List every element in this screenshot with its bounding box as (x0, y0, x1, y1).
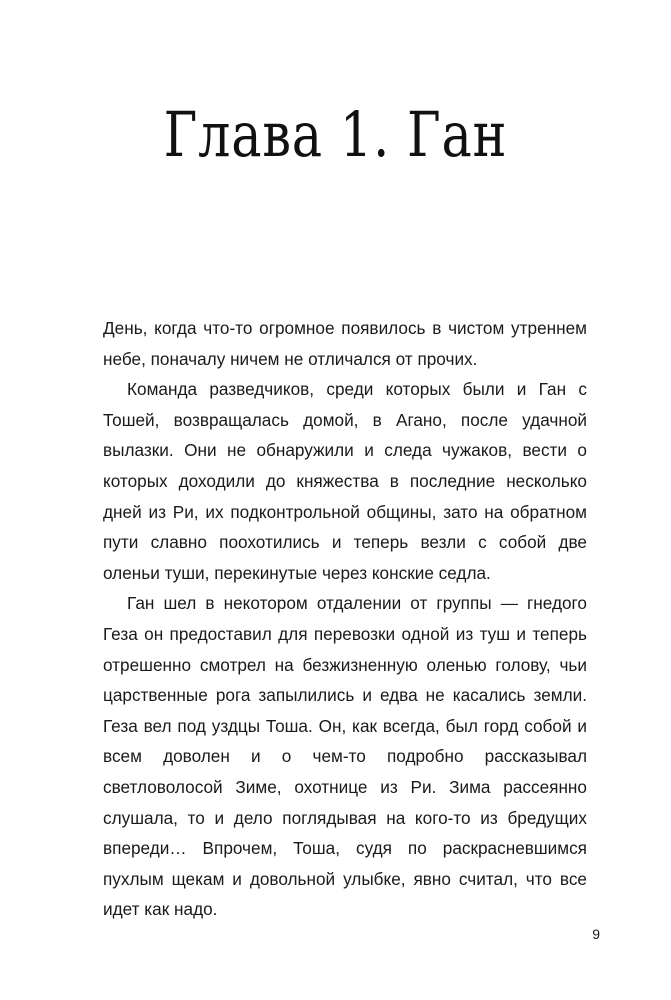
page-number: 9 (592, 926, 600, 942)
paragraph: День, когда что-то огромное появилось в чистом утреннем небе, поначалу ничем не отличался от прочих. (103, 318, 587, 369)
chapter-body (103, 313, 587, 925)
paragraph: Команда разведчиков, среди которых были и Ган с Тошей, возвращалась домой, в Агано, после удачной вылазки. Они не обнаружили и следа чужаков, вести о которых доходили до княжества в последние несколько дней из Ри, их подконтрольной общины, зато на обратном пути славно поохотились и теперь везли с собой две оленьи туши, перекинутые через конские седла. (103, 379, 587, 583)
chapter-title: Глава 1. Ган (163, 98, 508, 171)
paragraph: Ган шел в некотором отдалении от группы — гнедого Геза он предоставил для перевозки одной из туш и теперь отрешенно смотрел на безжизненную оленью голову, чьи царственные рога запылились и едва не касались земли. Геза вел под уздцы Тоша. Он, как всегда, был горд собой и всем доволен и о чем-то подробно рассказывал светловолосой Зиме, охотнице из Ри. Зима рассеянно слушала, то и дело поглядывая на кого-то из бредущих впереди… Впрочем, Тоша, судя по раскрасневшимся пухлым щекам и довольной улыбке, явно считал, что все идет как надо. (103, 593, 587, 920)
